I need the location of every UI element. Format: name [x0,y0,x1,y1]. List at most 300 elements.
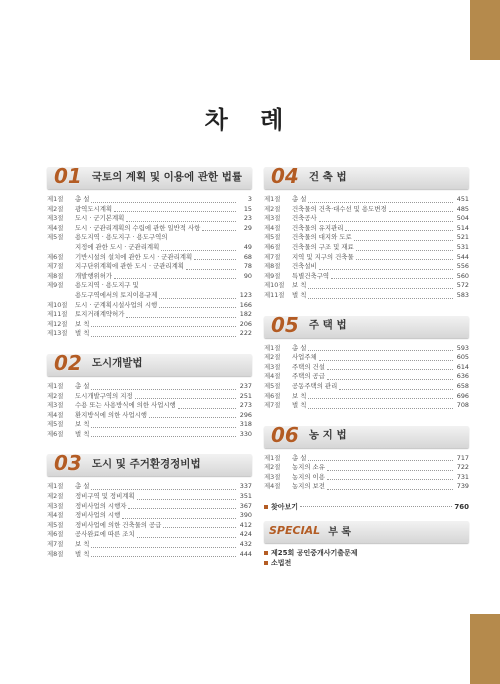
dot-leader [319,269,453,270]
section-title: 건축물의 유지관리 [292,223,344,232]
section-title-wrap [75,382,238,392]
section-title-wrap [75,195,238,205]
chapter-section [47,449,252,559]
chapter-number: 05 [271,312,299,337]
chapter-title: 도시 및 주거환경정비법 [91,457,201,470]
special-item-label: 소법전 [271,559,292,568]
section-number: 제4절 [264,482,281,491]
section-title: 용도지역 · 용도지구 · 용도구역의 [75,233,168,242]
section-number: 제3절 [47,401,64,410]
toc-entry[interactable] [47,401,252,411]
section-title-wrap [292,463,455,473]
chapter-title: 농 지 법 [308,429,347,442]
section-title: 보 칙 [292,391,307,400]
section-title: 건축물의 구조 및 재료 [292,242,354,251]
special-list [264,548,469,568]
toc-entry[interactable] [47,502,252,512]
dot-leader [356,250,453,251]
section-title-wrap [75,530,238,540]
bullet-square [264,551,268,555]
section-title-wrap [292,344,455,354]
chapter-header [264,421,469,449]
chapter-header [47,349,252,377]
dot-leader [327,479,453,480]
section-title: 벌 칙 [75,329,90,338]
section-title-wrap [75,492,238,502]
chapter-section [264,162,469,301]
section-title: 도시 · 군계획시설사업의 시행 [75,300,158,309]
toc-entry[interactable] [47,291,252,301]
section-title: 지역 및 지구의 건축물 [292,252,354,261]
section-title: 벌 칙 [292,290,307,299]
toc-entry[interactable] [47,530,252,540]
page-number: 583 [456,290,469,299]
section-number: 제11절 [264,290,285,299]
page-number: 560 [456,271,469,280]
chapter-entry-list [47,482,252,559]
section-title: 건축설비 [292,262,317,271]
page-number: 708 [456,401,469,410]
page-number: 3 [247,195,252,203]
toc-entry[interactable] [47,301,252,311]
section-title-wrap [75,281,252,291]
toc-entry[interactable] [264,281,469,291]
dot-leader [91,489,236,490]
chapter-number: 06 [271,422,299,447]
section-title: 총 설 [292,453,307,462]
toc-entry[interactable] [47,243,252,253]
toc-entry[interactable] [264,401,469,411]
toc-entry[interactable] [264,262,469,272]
find-index-label: 찾아보기 [271,503,299,512]
chapter-header [47,162,252,190]
dot-leader [128,508,236,509]
special-header [264,516,469,544]
section-title-wrap [75,502,238,512]
chapter-entry-list [47,382,252,440]
section-number: 제1절 [47,482,64,491]
chapter-section [264,311,469,411]
section-number: 제12절 [47,319,68,328]
chapter-entry-list [264,454,469,492]
page-number: 390 [239,511,252,520]
dot-leader [163,527,236,528]
page-number: 593 [456,343,469,352]
toc-entry[interactable] [47,310,252,320]
toc-entry[interactable] [47,392,252,402]
page-number: 182 [239,310,252,319]
section-title: 지정에 관한 도시 · 군관리계획 [75,242,160,251]
dot-leader [319,360,453,361]
toc-entry[interactable] [47,224,252,234]
dot-leader [308,298,453,299]
section-number: 제3절 [264,472,281,481]
toc-entry[interactable] [47,195,252,205]
page-number: 49 [243,242,252,251]
section-title-wrap [292,195,455,205]
section-title-wrap [75,329,238,339]
dot-leader [161,250,236,251]
section-title: 농지의 소유 [292,463,325,472]
section-number: 제4절 [264,223,281,232]
dot-leader [186,269,236,270]
section-number: 제2절 [47,492,64,501]
section-title: 토지거래계약허가 [75,310,125,319]
page-number: 251 [239,391,252,400]
section-number: 제9절 [47,281,64,290]
section-title-wrap [292,253,455,263]
toc-entry[interactable] [264,205,469,215]
dot-leader [331,278,453,279]
dot-leader [91,336,236,337]
special-title: 부 록 [328,526,351,538]
section-title: 벌 칙 [292,401,307,410]
section-number: 제7절 [47,540,64,549]
dot-leader [135,398,236,399]
section-number: 제1절 [264,453,281,462]
section-number: 제6절 [47,530,64,539]
page-number: 544 [456,252,469,261]
section-number: 제9절 [264,271,281,280]
section-title: 건축물의 대지와 도로 [292,233,352,242]
toc-entry[interactable] [264,353,469,363]
section-title-wrap [75,482,238,492]
dot-leader [308,350,453,351]
page-number: 614 [456,362,469,371]
section-title-wrap [292,243,455,253]
section-title: 총 설 [75,482,90,491]
page-number: 696 [456,391,469,400]
toc-entry[interactable] [264,272,469,282]
page-number: 412 [239,520,252,529]
section-title: 광역도시계획 [75,204,113,213]
dot-leader [308,202,453,203]
dot-leader [126,317,236,318]
toc-entry[interactable] [47,233,252,243]
toc-entry[interactable] [264,233,469,243]
toc-entry[interactable] [264,195,469,205]
section-title: 총 설 [75,381,90,390]
dot-leader [308,398,453,399]
section-title: 주택의 공급 [292,372,325,381]
page-number: 432 [239,540,252,549]
toc-entry[interactable] [264,344,469,354]
chapter-number: 02 [54,350,82,375]
toc-entry[interactable] [47,281,252,291]
toc-entry[interactable] [264,363,469,373]
special-item-label: 제25회 공인중개사기출문제 [271,549,358,558]
toc-entry[interactable] [264,224,469,234]
section-number: 제6절 [47,429,64,438]
section-number: 제1절 [47,381,64,390]
section-title-wrap [75,272,238,282]
section-title: 공동주택의 관리 [292,381,338,390]
section-title: 건축공사 [292,214,317,223]
dot-leader [319,221,453,222]
section-title-wrap [75,253,238,263]
section-number: 제11절 [47,310,68,319]
toc-entry[interactable] [47,511,252,521]
toc-entry[interactable] [264,253,469,263]
dot-leader [356,259,453,260]
page-number: 739 [456,482,469,491]
toc-entry[interactable] [264,482,469,492]
dot-leader [159,298,236,299]
toc-entry[interactable] [47,411,252,421]
section-title: 주택의 건설 [292,362,325,371]
section-title-wrap [292,482,455,492]
dot-leader [327,489,453,490]
section-title: 기반시설의 설치에 관한 도시 · 군관리계획 [75,252,193,261]
dot-leader [91,326,236,327]
dot-leader [114,211,236,212]
section-number: 제3절 [47,501,64,510]
dot-leader [345,230,453,231]
chapter-entry-list [264,195,469,301]
section-title: 도시 · 군관리계획의 수립에 관한 일반적 사항 [75,223,201,232]
toc-entry[interactable] [47,540,252,550]
section-title: 사업주체 [292,353,317,362]
page-number: 658 [456,381,469,390]
dot-leader [126,221,236,222]
dot-leader [159,307,236,308]
toc-entry[interactable] [47,329,252,339]
toc-entry[interactable] [47,382,252,392]
page-number: 367 [239,501,252,510]
toc-entry[interactable] [264,382,469,392]
section-title-wrap [292,372,455,382]
section-title: 보 칙 [292,281,307,290]
toc-entry[interactable] [47,420,252,430]
section-title: 개발행위허가 [75,271,113,280]
dot-leader [91,202,236,203]
page-number: 222 [239,329,252,338]
corner-decoration-bottom-right [470,614,500,684]
toc-entry[interactable] [264,243,469,253]
chapter-title: 도시개발법 [91,357,143,370]
dot-leader [137,537,236,538]
section-title: 지구단위계획에 관한 도시 · 군관리계획 [75,262,184,271]
section-number: 제5절 [264,233,281,242]
section-title: 농지의 이용 [292,472,325,481]
section-title-wrap [75,233,252,243]
section-number: 제3절 [264,214,281,223]
chapter-header [264,311,469,339]
section-title-wrap [75,540,238,550]
section-title-wrap [75,301,238,311]
toc-entry[interactable] [264,454,469,464]
dot-leader [202,230,236,231]
section-number: 제3절 [47,214,64,223]
page-number: 90 [243,271,252,280]
section-title-wrap [292,401,455,411]
section-title: 공사완료에 따른 조치 [75,530,135,539]
toc-entry[interactable] [47,205,252,215]
toc-left-column [47,162,252,569]
toc-entry[interactable] [47,320,252,330]
section-title-wrap [75,224,238,234]
section-number: 제13절 [47,329,68,338]
chapter-entry-list [264,344,469,411]
chapter-section [264,421,469,492]
page-number: 206 [239,319,252,328]
section-number: 제10절 [264,281,285,290]
page-number: 330 [239,429,252,438]
section-title: 정비사업의 시행 [75,511,121,520]
page-number: 572 [456,281,469,290]
section-title-wrap [75,521,238,531]
toc-entry[interactable] [47,272,252,282]
page-number: 296 [239,410,252,419]
section-title-wrap [292,224,455,234]
dot-leader [308,288,453,289]
section-title-wrap [75,291,238,301]
page-number: 504 [456,214,469,223]
section-number: 제4절 [47,410,64,419]
toc-entry[interactable] [47,482,252,492]
page-number: 556 [456,262,469,271]
toc-entry[interactable] [47,521,252,531]
section-number: 제8절 [47,271,64,280]
section-title-wrap [75,550,238,560]
page-number: 605 [456,353,469,362]
special-item[interactable] [264,558,469,568]
chapter-title: 건 축 법 [308,170,347,183]
page-number: 78 [243,262,252,271]
section-number: 제4절 [47,223,64,232]
section-title: 환지방식에 의한 사업시행 [75,410,147,419]
toc-entry[interactable] [47,214,252,224]
section-title-wrap [75,430,238,440]
dot-leader [91,436,236,437]
section-title: 용도구역에서의 토지이용규제 [75,290,158,299]
page-number: 318 [239,420,252,429]
section-number: 제6절 [264,391,281,400]
section-number: 제4절 [264,372,281,381]
special-tag: SPECIAL [269,523,321,537]
section-number: 제1절 [264,195,281,203]
section-title: 농지의 보전 [292,482,325,491]
dot-leader [300,506,452,507]
bullet-square [264,561,268,565]
section-title-wrap [75,511,238,521]
dot-leader [327,369,453,370]
page-number: 123 [239,290,252,299]
chapter-title: 주 택 법 [308,319,347,332]
section-title-wrap [292,205,455,215]
page-number: 514 [456,223,469,232]
find-index-entry[interactable] [264,502,469,512]
toc-entry[interactable] [47,430,252,440]
dot-leader [114,278,236,279]
toc-entry[interactable] [264,372,469,382]
toc-entry[interactable] [264,291,469,301]
chapter-number: 03 [54,451,82,476]
section-number: 제6절 [47,252,64,261]
section-number: 제7절 [47,262,64,271]
section-title-wrap [292,291,455,301]
dot-leader [389,211,453,212]
dot-leader [178,408,236,409]
section-number: 제5절 [264,381,281,390]
dot-leader [327,379,453,380]
section-title-wrap [292,353,455,363]
toc-entry[interactable] [47,492,252,502]
dot-leader [91,389,236,390]
section-title-wrap [75,401,238,411]
section-title: 총 설 [292,343,307,352]
section-title-wrap [75,262,238,272]
section-number: 제8절 [264,262,281,271]
toc-entry[interactable] [264,214,469,224]
dot-leader [91,556,236,557]
toc-entry[interactable] [47,253,252,263]
section-title: 정비구역 및 정비계획 [75,492,135,501]
page-title: 차 례 [204,105,296,134]
section-title-wrap [292,262,455,272]
section-number: 제8절 [47,549,64,558]
dot-leader [308,460,453,461]
section-title: 총 설 [75,195,90,203]
toc-entry[interactable] [264,392,469,402]
dot-leader [339,389,453,390]
special-item[interactable] [264,548,469,558]
find-index-page: 760 [454,503,469,512]
section-number: 제6절 [264,242,281,251]
section-title: 정비사업에 의한 건축물의 공급 [75,520,162,529]
chapter-number: 04 [271,164,299,188]
section-number: 제5절 [47,520,64,529]
toc-entry[interactable] [47,550,252,560]
section-number: 제1절 [264,343,281,352]
section-number: 제7절 [264,252,281,261]
section-number: 제5절 [47,233,64,242]
page-number: 722 [456,463,469,472]
page-number: 237 [239,381,252,390]
section-title: 벌 칙 [75,429,90,438]
dot-leader [91,547,236,548]
toc-entry[interactable] [264,463,469,473]
section-title: 건축물의 건축·대수선 및 용도변경 [292,204,387,213]
page-number: 731 [456,472,469,481]
bullet-square [264,505,268,509]
chapter-entry-list [47,195,252,339]
section-number: 제2절 [47,391,64,400]
chapter-number: 01 [54,164,82,188]
section-title: 총 설 [292,195,307,203]
chapter-section [47,162,252,339]
section-title-wrap [75,214,238,224]
page-number: 717 [456,453,469,462]
page-number: 444 [239,549,252,558]
page-number: 485 [456,204,469,213]
page-number: 451 [456,195,469,203]
section-title-wrap [292,454,455,464]
section-title: 보 칙 [75,540,90,549]
toc-entry[interactable] [47,262,252,272]
section-title-wrap [75,320,238,330]
section-number: 제2절 [264,204,281,213]
section-number: 제4절 [47,511,64,520]
dot-leader [327,470,453,471]
dot-leader [149,417,236,418]
section-title-wrap [292,281,455,291]
section-title: 도시개발구역의 지정 [75,391,133,400]
section-title-wrap [292,272,455,282]
section-title: 정비사업의 시행자 [75,501,127,510]
section-title: 수용 또는 사용방식에 의한 사업시행 [75,401,176,410]
section-number: 제1절 [47,195,64,203]
